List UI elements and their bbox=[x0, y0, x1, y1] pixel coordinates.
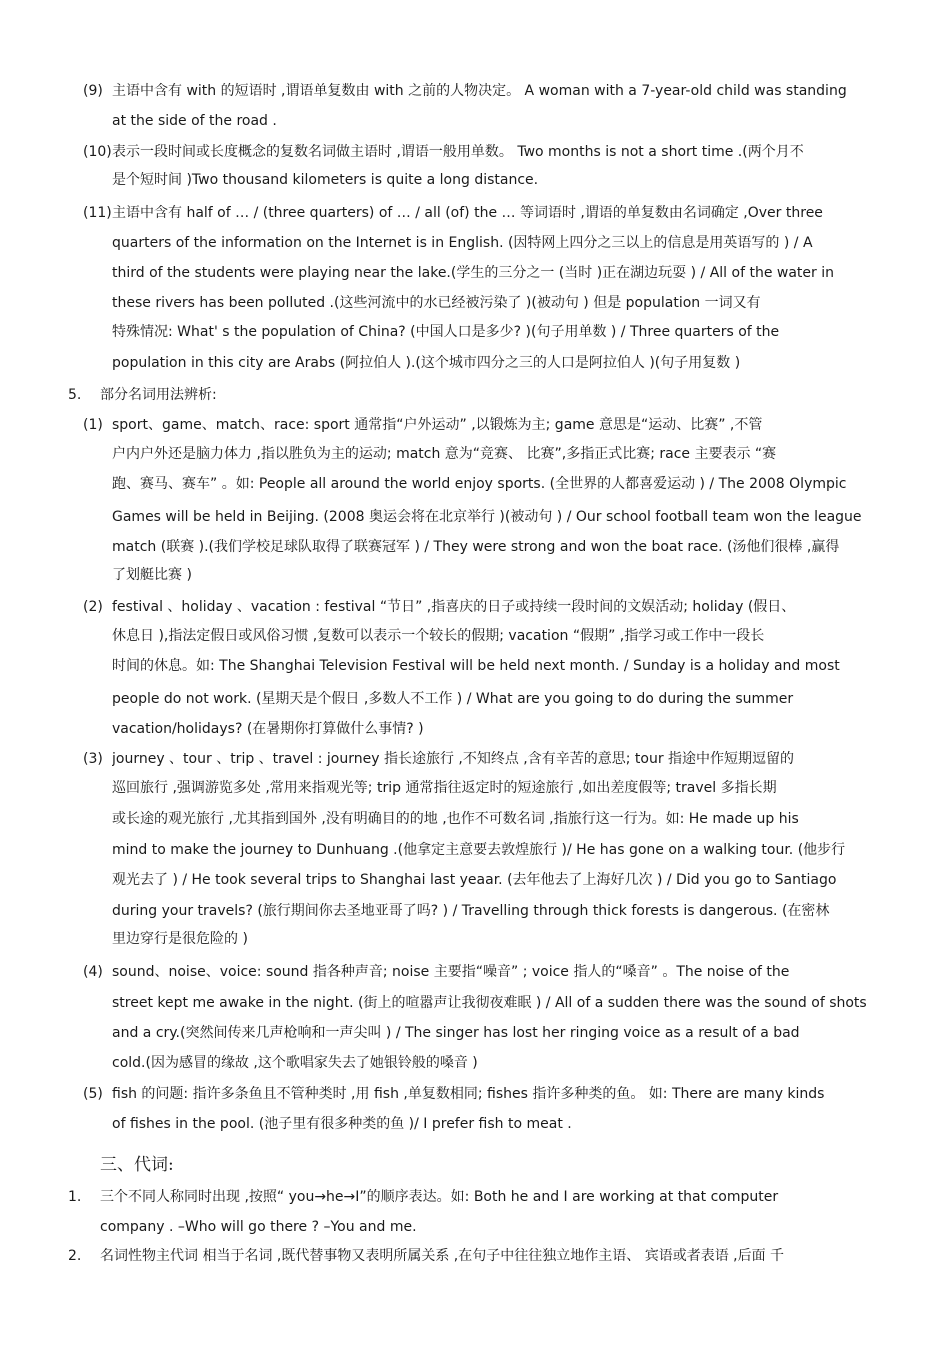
item-number: (11) bbox=[83, 205, 112, 221]
text-line: vacation/holidays? (在暑期你打算做什么事情? ) bbox=[112, 721, 424, 737]
text-line: and a cry.(突然间传来几声枪响和一声尖叫 ) / The singer has lost her ringing voice as a result of a bad bbox=[112, 1025, 800, 1041]
text-line: 表示一段时间或长度概念的复数名词做主语时 ,谓语一般用单数。 Two months is not a short time .(两个月不 bbox=[112, 144, 804, 160]
text-line: festival 、holiday 、vacation : festival “节日” ,指喜庆的日子或持续一段时间的文娱活动; holiday (假日、 bbox=[112, 599, 796, 615]
text-line: 跑、赛马、赛车” 。如: People all around the world enjoy sports. (全世界的人都喜爱运动 ) / The 2008 Olympic bbox=[112, 476, 847, 492]
text-line: during your travels? (旅行期间你去圣地亚哥了吗? ) / Travelling through thick forests is dangerous. (在密林 bbox=[112, 903, 830, 919]
text-line: 或长途的观光旅行 ,尤其指到国外 ,没有明确目的的地 ,也作不可数名词 ,指旅行这一行为。如: He made up his bbox=[112, 811, 799, 827]
text-line: sound、noise、voice: sound 指各种声音; noise 主要指“噪音” ; voice 指人的“嗓音” 。The noise of the bbox=[112, 964, 790, 980]
text-line: mind to make the journey to Dunhuang .(他拿定主意要去敦煌旅行 )/ He has gone on a walking tour. (他步行 bbox=[112, 842, 846, 858]
text-line: 是个短时间 )Two thousand kilometers is quite a long distance. bbox=[112, 172, 539, 188]
text-line: 巡回旅行 ,强调游览多处 ,常用来指观光等; trip 通常指往返定时的短途旅行 ,如出差度假等; travel 多指长期 bbox=[112, 780, 777, 796]
item-number: (3) bbox=[83, 751, 103, 767]
text-line: Games will be held in Beijing. (2008 奥运会将在北京举行 )(被动句 ) / Our school football team won the league bbox=[112, 509, 862, 525]
item-number: (1) bbox=[83, 417, 103, 433]
text-line: 主语中含有 with 的短语时 ,谓语单复数由 with 之前的人物决定。 A woman with a 7-year-old child was standing bbox=[112, 83, 847, 99]
text-line: 时间的休息。如: The Shanghai Television Festival will be held next month. / Sunday is a holiday and most bbox=[112, 658, 840, 674]
text-line: quarters of the information on the Internet is in English. (因特网上四分之三以上的信息是用英语写的 ) / A bbox=[112, 235, 813, 251]
text-line: journey 、tour 、trip 、travel : journey 指长途旅行 ,不知终点 ,含有辛苦的意思; tour 指途中作短期逗留的 bbox=[112, 751, 795, 767]
text-line: 特殊情况: What' s the population of China? (中国人口是多少? )(句子用单数 ) / Three quarters of the bbox=[112, 324, 780, 340]
item-number: 1. bbox=[68, 1189, 82, 1205]
section-heading: 三、代词: bbox=[100, 1155, 174, 1175]
text-line: population in this city are Arabs (阿拉伯人 ).(这个城市四分之三的人口是阿拉伯人 )(句子用复数 ) bbox=[112, 355, 741, 371]
item-number: (5) bbox=[83, 1086, 103, 1102]
item-number: (10) bbox=[83, 144, 112, 160]
text-line: company . –Who will go there ? –You and me. bbox=[100, 1219, 417, 1235]
text-line: street kept me awake in the night. (街上的喧嚣声让我彻夜难眠 ) / All of a sudden there was the sound of shots bbox=[112, 995, 867, 1011]
item-number: (9) bbox=[83, 83, 103, 99]
text-line: 名词性物主代词 相当于名词 ,既代替事物又表明所属关系 ,在句子中往往独立地作主语、 宾语或者表语 ,后面 千 bbox=[100, 1248, 785, 1264]
text-line: 观光去了 ) / He took several trips to Shanghai last yeaar. (去年他去了上海好几次 ) / Did you go to Santiago bbox=[112, 872, 837, 888]
section-title: 部分名词用法辨析: bbox=[100, 387, 217, 403]
item-number: 2. bbox=[68, 1248, 82, 1264]
text-line: 了划艇比赛 ) bbox=[112, 567, 192, 583]
text-line: 三个不同人称同时出现 ,按照“ you→he→I”的顺序表达。如: Both he and I are working at that computer bbox=[100, 1189, 779, 1205]
text-line: 里边穿行是很危险的 ) bbox=[112, 931, 248, 947]
text-line: match (联赛 ).(我们学校足球队取得了联赛冠军 ) / They were strong and won the boat race. (汤他们很棒 ,赢得 bbox=[112, 539, 840, 555]
item-number: (4) bbox=[83, 964, 103, 980]
text-line: sport、game、match、race: sport 通常指“户外运动” ,以锻炼为主; game 意思是“运动、比赛” ,不管 bbox=[112, 417, 763, 433]
text-line: of fishes in the pool. (池子里有很多种类的鱼 )/ I prefer fish to meat . bbox=[112, 1116, 572, 1132]
text-line: fish 的问题: 指许多条鱼且不管种类时 ,用 fish ,单复数相同; fishes 指许多种类的鱼。 如: There are many kinds bbox=[112, 1086, 825, 1102]
text-line: cold.(因为感冒的缘故 ,这个歌唱家失去了她银铃般的嗓音 ) bbox=[112, 1055, 478, 1071]
section-number: 5. bbox=[68, 387, 82, 403]
item-number: (2) bbox=[83, 599, 103, 615]
text-line: these rivers has been polluted .(这些河流中的水已经被污染了 )(被动句 ) 但是 population 一词又有 bbox=[112, 295, 761, 311]
text-line: 户内户外还是脑力体力 ,指以胜负为主的运动; match 意为“竞赛、 比赛”,多指正式比赛; race 主要表示 “赛 bbox=[112, 446, 777, 462]
text-line: at the side of the road . bbox=[112, 113, 277, 129]
text-line: third of the students were playing near the lake.(学生的三分之一 (当时 )正在湖边玩耍 ) / All of the water in bbox=[112, 265, 834, 281]
text-line: 主语中含有 half of … / (three quarters) of … / all (of) the … 等词语时 ,谓语的单复数由名词确定 ,Over three bbox=[112, 205, 823, 221]
text-line: 休息日 ),指法定假日或风俗习惯 ,复数可以表示一个较长的假期; vacation “假期” ,指学习或工作中一段长 bbox=[112, 628, 765, 644]
text-line: people do not work. (星期天是个假日 ,多数人不工作 ) / What are you going to do during the summer bbox=[112, 691, 794, 707]
